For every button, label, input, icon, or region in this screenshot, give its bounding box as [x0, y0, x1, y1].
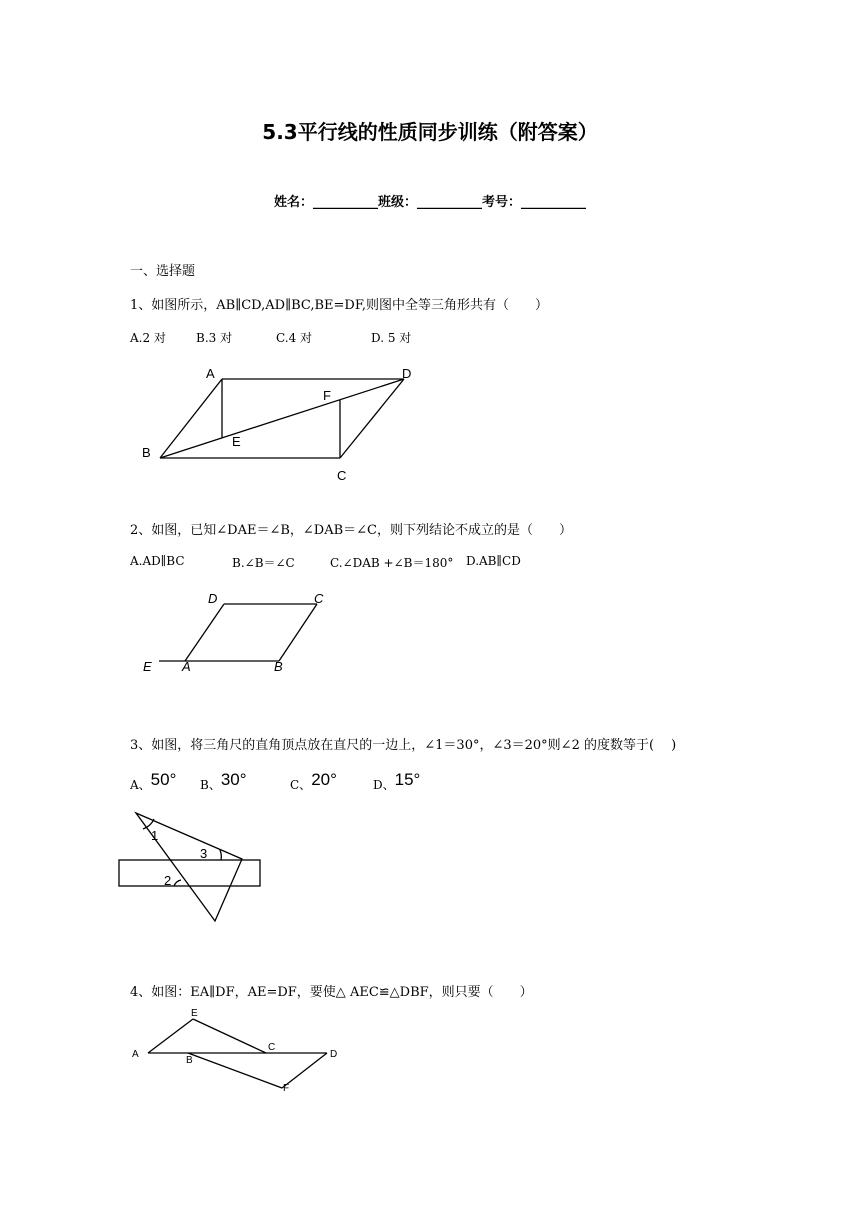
question-2-option-b: B.∠B＝∠C — [232, 556, 295, 570]
q4-label-c: C — [268, 1042, 276, 1053]
q3-label-1: 1 — [151, 828, 159, 843]
q4-label-e: E — [191, 1008, 198, 1019]
question-2-option-d: D.AB∥CD — [466, 554, 521, 568]
q4-label-a: A — [132, 1049, 139, 1060]
q3-option-a-value: 50° — [150, 770, 177, 789]
q3-option-d-value: 15° — [394, 770, 421, 789]
q3-option-c-value: 20° — [311, 770, 337, 789]
q3-option-d-letter: D、 — [373, 778, 395, 792]
question-1-option-d: D. 5 对 — [371, 331, 412, 345]
q4-label-b: B — [186, 1055, 193, 1066]
question-1-option-a: A.2 对 — [130, 331, 166, 345]
question-2-stem: 2、如图，已知∠DAE＝∠B，∠DAB＝∠C，则下列结论不成立的是（ ） — [130, 523, 573, 538]
student-info-line: 姓名：__________班级：__________考号：__________ — [273, 195, 586, 210]
section-heading: 一、选择题 — [130, 264, 196, 279]
q2-label-d: D — [208, 591, 218, 606]
q3-option-b-value: 30° — [220, 770, 247, 789]
question-2-option-a: A.AD∥BC — [130, 554, 185, 568]
q4-label-f: F — [283, 1083, 290, 1094]
q1-label-e: E — [232, 434, 241, 449]
q3-option-b-letter: B、 — [200, 778, 221, 792]
question-1-option-b: B.3 对 — [196, 331, 233, 345]
q1-label-c: C — [337, 468, 347, 483]
q3-label-2: 2 — [164, 873, 172, 888]
q1-label-b: B — [142, 445, 151, 460]
question-1-stem: 1、如图所示，AB∥CD,AD∥BC,BE=DF,则图中全等三角形共有（ ） — [130, 298, 548, 313]
question-3-stem: 3、如图，将三角尺的直角顶点放在直尺的一边上，∠1＝30°，∠3＝20°则∠2 的度数等于( ) — [130, 738, 677, 753]
q3-option-c-letter: C、 — [290, 778, 312, 792]
q3-label-3: 3 — [200, 846, 208, 861]
q2-label-b: B — [274, 659, 283, 674]
q1-label-d: D — [402, 366, 412, 381]
q1-label-a: A — [206, 366, 215, 381]
q1-label-f: F — [323, 388, 331, 403]
q2-label-c: C — [314, 591, 324, 606]
q2-label-e: E — [143, 659, 152, 674]
question-1-option-c: C.4 对 — [276, 331, 313, 345]
page-title: 5.3平行线的性质同步训练（附答案） — [262, 120, 598, 144]
q2-label-a: A — [182, 659, 191, 674]
question-4-stem: 4、如图：EA∥DF，AE=DF，要使△ AEC≌△DBF，则只要（ ） — [130, 985, 533, 1000]
question-2-option-c: C.∠DAB +∠B＝180° — [330, 556, 454, 570]
q3-option-a-letter: A、 — [130, 778, 151, 792]
q4-label-d: D — [330, 1049, 338, 1060]
